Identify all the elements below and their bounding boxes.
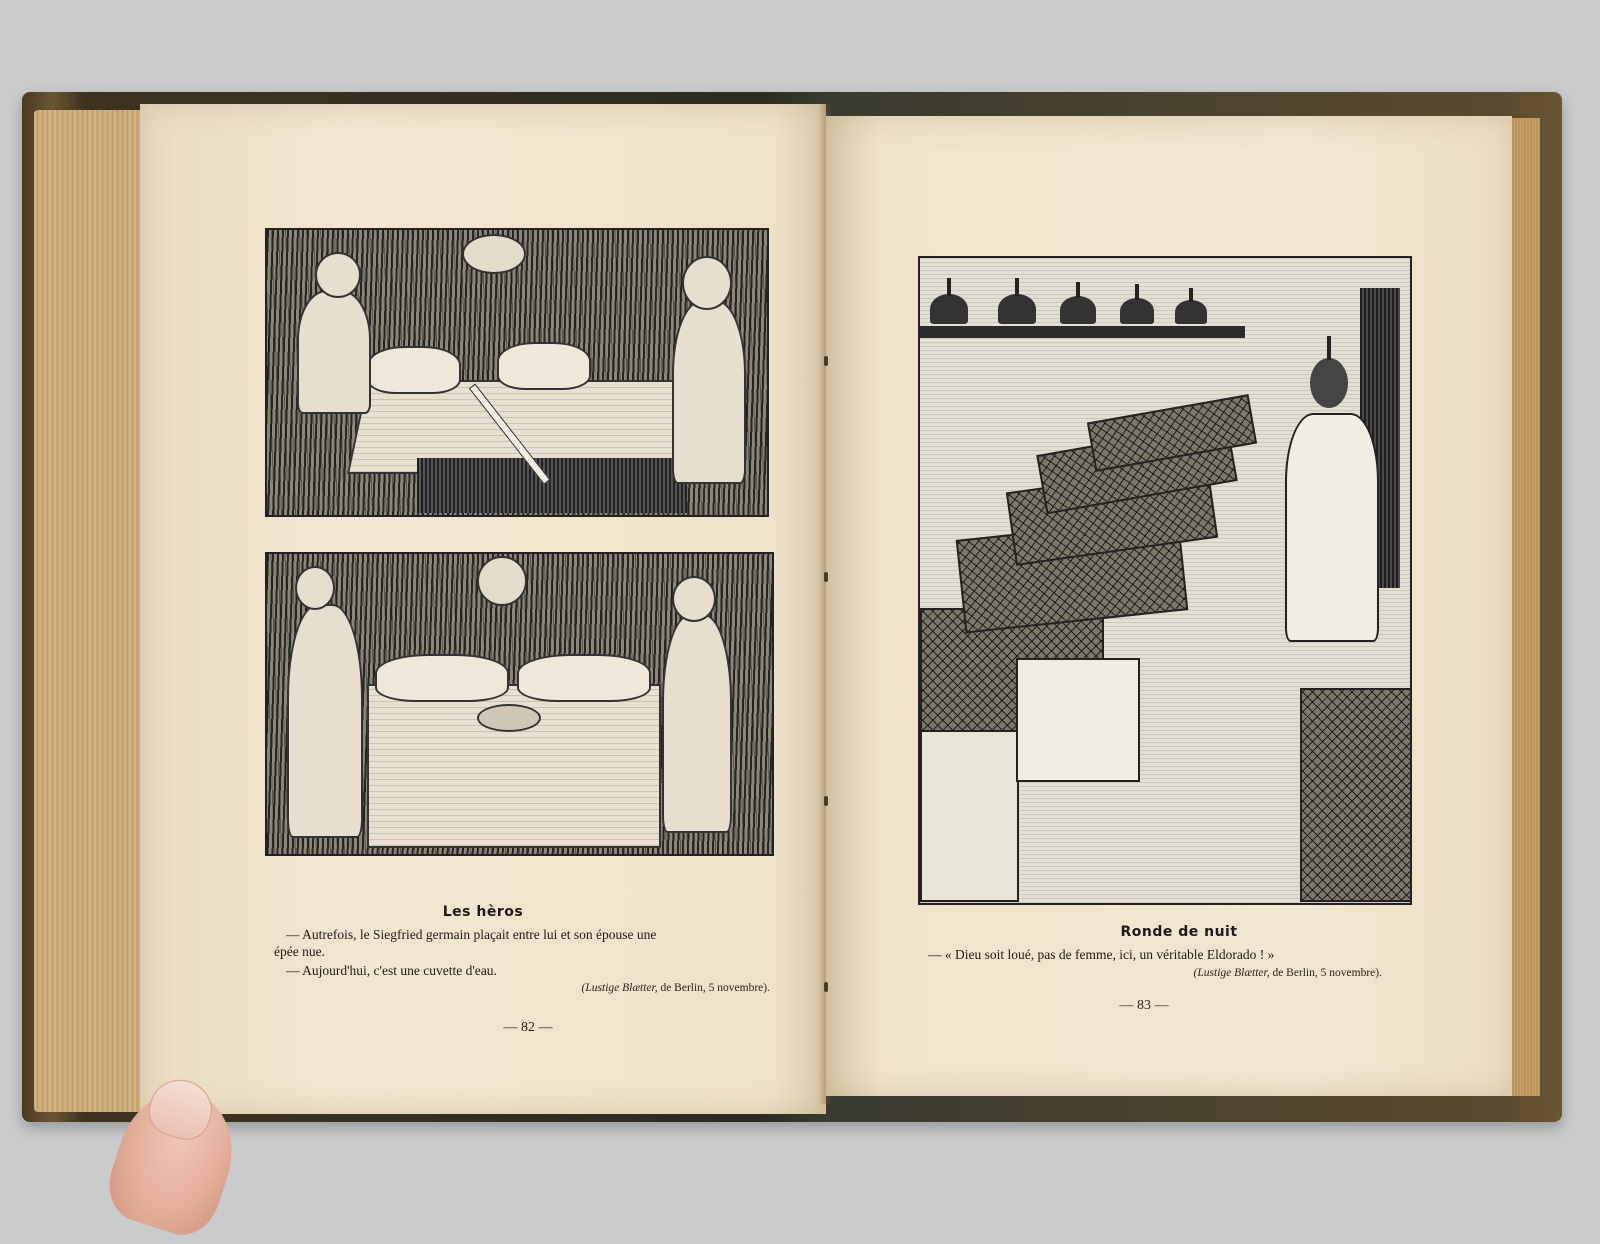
pillow xyxy=(517,654,651,702)
helmet-spike xyxy=(947,278,951,296)
wall-ornament xyxy=(462,234,526,274)
helmet-shelf xyxy=(920,326,1245,338)
woman-figure xyxy=(672,300,746,484)
pillow xyxy=(367,346,461,394)
binding-stitch xyxy=(824,356,828,366)
left-page xyxy=(140,104,826,1114)
caption-title: Ronde de nuit xyxy=(1120,924,1238,940)
page-number: — 83 — xyxy=(1119,998,1169,1013)
officer-head xyxy=(1310,358,1348,408)
page-edges-left xyxy=(34,110,154,1112)
helmet xyxy=(930,294,968,324)
woman-in-gown xyxy=(662,614,732,833)
woman-head xyxy=(672,576,716,622)
helmet xyxy=(1060,296,1096,324)
cot-frame xyxy=(920,728,1019,902)
officer-figure xyxy=(1285,413,1379,642)
water-basin xyxy=(477,704,541,732)
cot-frame xyxy=(1016,658,1140,782)
bed-base xyxy=(417,458,687,513)
illustration-barracks xyxy=(918,256,1412,905)
binding-stitch xyxy=(824,982,828,992)
woman-head xyxy=(682,256,732,310)
caption-line: — « Dieu soit loué, pas de femme, ici, un véritable Eldorado ! » xyxy=(928,947,1275,962)
page-number: — 82 — xyxy=(503,1020,553,1035)
helmet xyxy=(1120,298,1154,324)
source-publication: (Lustige Blætter, xyxy=(1193,967,1270,979)
illustration-top-left xyxy=(265,228,769,517)
pillow xyxy=(497,342,591,390)
binding-stitch xyxy=(824,796,828,806)
helmet-spike xyxy=(1135,284,1139,300)
blanket xyxy=(1300,688,1412,902)
page-edges-right xyxy=(1510,118,1540,1096)
caption-title: Les hèros xyxy=(442,904,524,920)
warrior-figure xyxy=(297,290,371,414)
hanging-lamp xyxy=(477,556,527,606)
helmet-spike xyxy=(1015,278,1019,296)
man-head xyxy=(295,566,335,610)
source-citation xyxy=(1056,967,1382,979)
caption-line: — Aujourd'hui, c'est une cuvette d'eau. xyxy=(286,963,497,978)
source-citation xyxy=(440,982,770,994)
illustration-bottom-left xyxy=(265,552,774,856)
warrior-head xyxy=(315,252,361,298)
man-in-robe xyxy=(287,604,363,838)
helmet xyxy=(998,294,1036,324)
source-detail: de Berlin, 5 novembre). xyxy=(1269,967,1382,979)
caption-line: — Autrefois, le Siegfried germain plaçait entre lui et son épouse une xyxy=(286,927,657,942)
right-page xyxy=(826,116,1512,1096)
helmet-spike xyxy=(1076,282,1080,298)
helmet-spike xyxy=(1189,288,1193,302)
officer-helmet-spike xyxy=(1327,336,1331,360)
pillow xyxy=(375,654,509,702)
helmet xyxy=(1175,300,1207,324)
source-detail: de Berlin, 5 novembre). xyxy=(657,982,770,994)
binding-stitch xyxy=(824,572,828,582)
source-publication: (Lustige Blætter, xyxy=(581,982,658,994)
caption-line: épée nue. xyxy=(274,944,325,959)
